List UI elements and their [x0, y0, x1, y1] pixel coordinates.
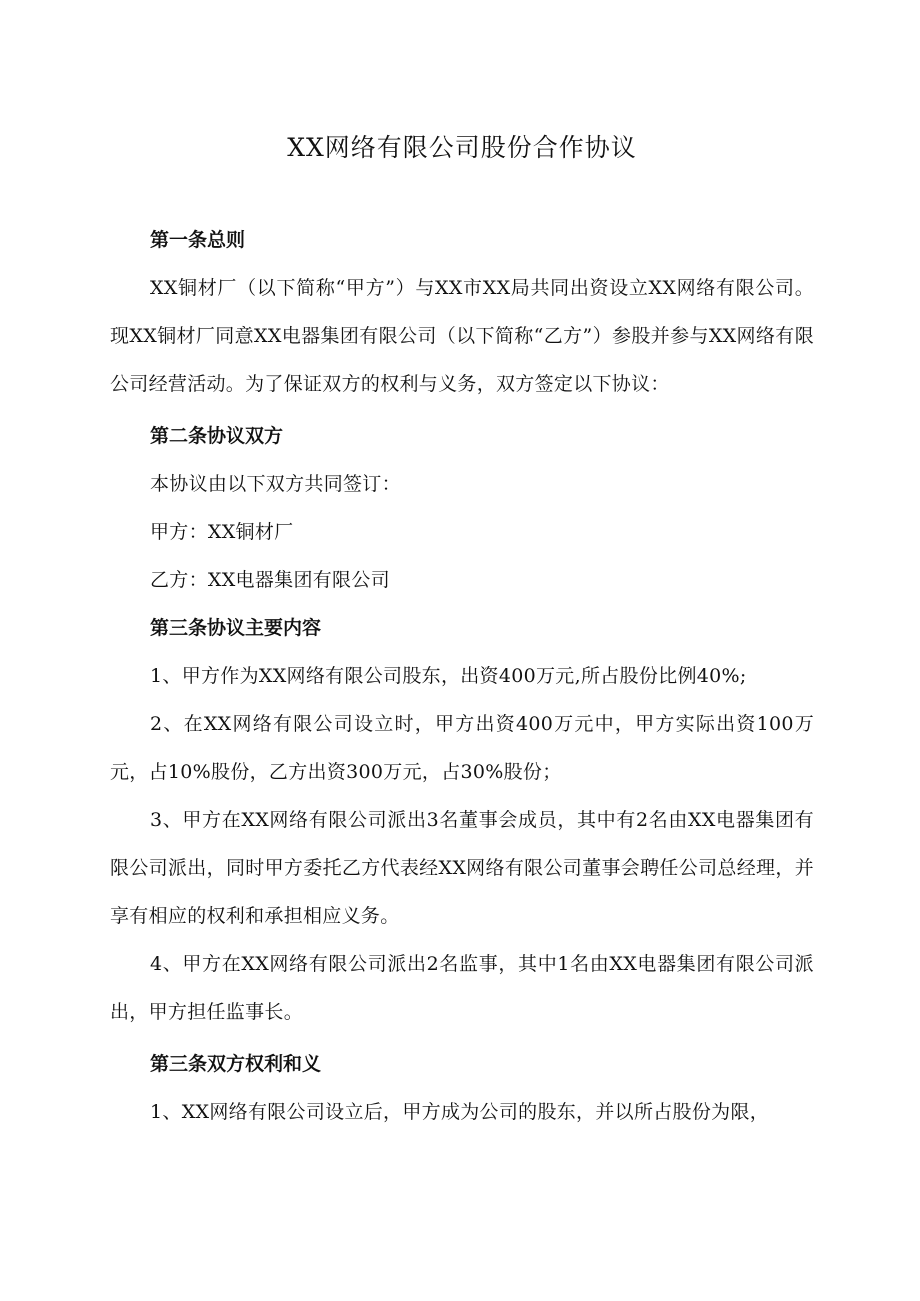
section-rights-obligations [110, 1040, 814, 1136]
paragraph: 甲方：XX铜材厂 [150, 521, 294, 543]
paragraph: XX铜材厂（以下简称“甲方”）与XX市XX局共同出资设立XX网络有限公司。现XX铜材厂同意XX电器集团有限公司（以下简称“乙方”）参股并参与XX网络有限公司经营活动。为了保证双方的权利与义务，双方签定以下协议： [110, 277, 814, 395]
document-title: XX网络有限公司股份合作协议 [287, 133, 637, 162]
section-heading: 第二条协议双方 [150, 425, 284, 447]
section-general [110, 216, 814, 408]
paragraph: 乙方：XX电器集团有限公司 [150, 569, 390, 591]
paragraph: 3、甲方在XX网络有限公司派出3名董事会成员，其中有2名由XX电器集团有限公司派出，同时甲方委托乙方代表经XX网络有限公司董事会聘任公司总经理，并享有相应的权利和承担相应义务。 [110, 809, 814, 927]
section-heading: 第三条双方权利和义 [150, 1053, 322, 1075]
document-page [110, 124, 814, 1136]
paragraph: 1、甲方作为XX网络有限公司股东，出资400万元,所占股份比例40%; [150, 665, 747, 687]
section-main-content [110, 604, 814, 1036]
paragraph: 本协议由以下双方共同签订： [150, 473, 401, 495]
section-parties [110, 412, 814, 604]
paragraph: 2、在XX网络有限公司设立时，甲方出资400万元中，甲方实际出资100万元，占10%股份，乙方出资300万元，占30%股份； [110, 713, 814, 783]
paragraph: 4、甲方在XX网络有限公司派出2名监事，其中1名由XX电器集团有限公司派出，甲方担任监事长。 [110, 953, 814, 1023]
section-heading: 第三条协议主要内容 [150, 617, 322, 639]
section-heading: 第一条总则 [150, 229, 246, 251]
paragraph: 1、XX网络有限公司设立后，甲方成为公司的股东，并以所占股份为限， [150, 1101, 770, 1123]
